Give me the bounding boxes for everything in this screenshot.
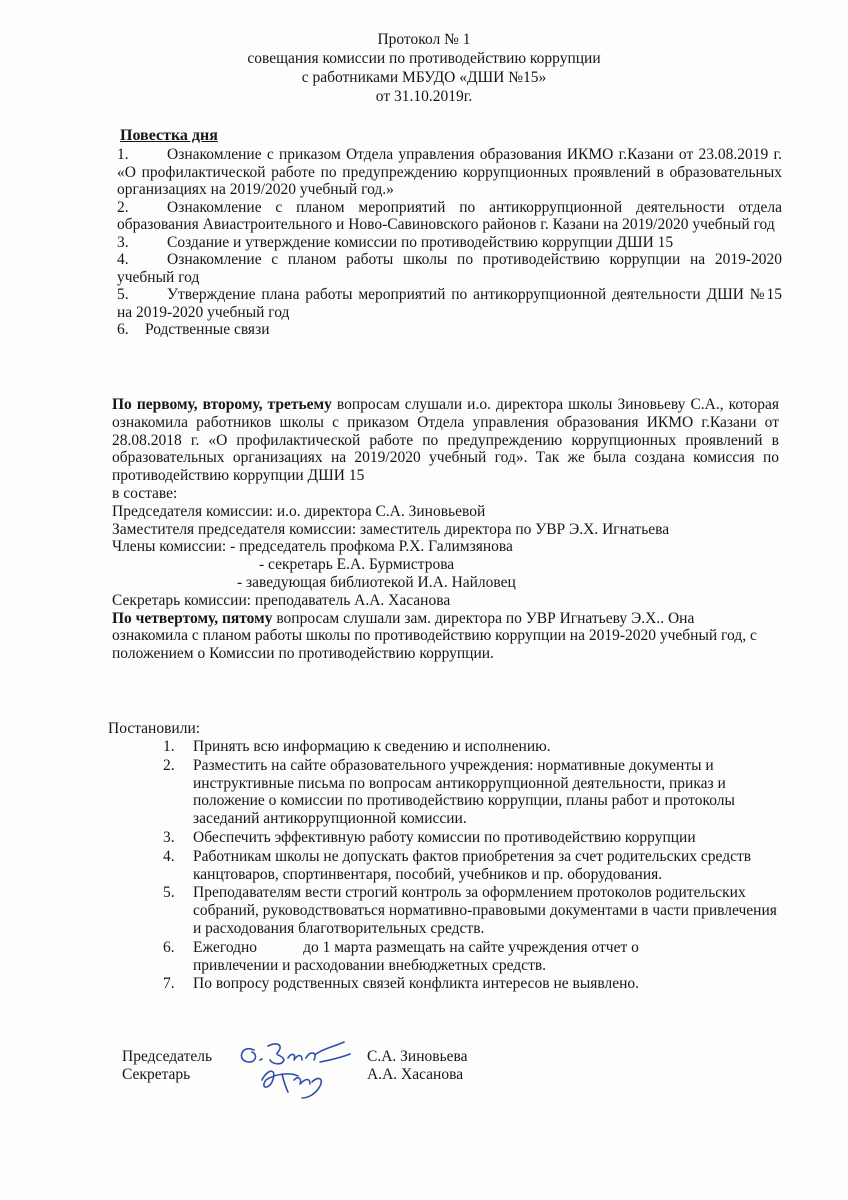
paragraph-fourth-questions: По четвертому, пятому вопросам слушали зам. директора по УВР Игнатьеву Э.Х.. Она ознакомила с планом работы школы по противодействию коррупции на 2019-2020 учебный год, с положением о Комиссии по противодействию коррупции.: [112, 609, 757, 663]
composition-label: в составе:: [112, 484, 178, 502]
meeting-subtitle: совещания комиссии по противодействию коррупции: [247, 50, 601, 67]
resolutions-list: [163, 738, 783, 994]
resolution-item: 5. Преподавателям вести строгий контроль за оформлением протоколов родительских собраний, руководствоваться нормативно-правовыми документами в части привлечения и расходования благотворительных средств.: [163, 884, 777, 937]
agenda-item: 2. Ознакомление с планом мероприятий по антикоррупционной деятельности отдела образования Авиастроительного и Ново-Савиновского районов г. Казани на 2019/2020 учебный год: [117, 198, 782, 233]
decided-label: Постановили:: [108, 720, 201, 737]
commission-secretary: Секретарь комиссии: преподаватель А.А. Хасанова: [112, 591, 451, 609]
protocol-date: от 31.10.2019г.: [375, 88, 473, 105]
chair-signature-stroke: [241, 1042, 350, 1064]
paragraph-first-questions: По первому, второму, третьему вопросам слушали и.о. директора школы Зиновьеву С.А., которая ознакомила работников школы с приказом Отдела управления образования ИКМО г.Казани от 28.08.2018 г. «О профилактической работе по предупреждению коррупционных проявлений в образовательных организациях на 2019/2020 учебный год». Так же была создана комиссия по противодействию коррупции ДШИ 15: [112, 396, 779, 485]
resolution-item: 2. Разместить на сайте образовательного учреждения: нормативные документы и инструктивные письма по вопросам антикоррупционной деятельности, приказ и положение о комиссии по противодействию коррупции, планы работ и протоколы заседаний антикоррупционной комиссии.: [163, 756, 735, 828]
agenda-item: 6. Родственные связи: [117, 321, 270, 338]
minutes-body: [112, 396, 779, 663]
agenda-item: 3. Создание и утверждение комиссии по противодействию коррупции ДШИ 15: [117, 233, 674, 251]
commission-members: Члены комиссии: - председатель профкома Р.Х. Галимзянова: [112, 538, 513, 556]
agenda-item: 4. Ознакомление с планом работы школы по противодействию коррупции на 2019-2020 учебный год: [117, 251, 782, 286]
signature-roles: [122, 1048, 212, 1084]
agenda-item: 5. Утверждение плана работы мероприятий по антикоррупционной деятельности ДШИ №15 на 2019-2020 учебный год: [117, 286, 782, 321]
resolution-item: 6. Ежегодно до 1 марта размещать на сайте учреждения отчет о привлечении и расходовании внебюджетных средств.: [163, 938, 639, 974]
resolution-item: 4. Работникам школы не допускать фактов приобретения за счет родительских средств канцтоваров, спортинвентаря, пособий, учебников и пр. оборудования.: [163, 847, 752, 883]
commission-member: - заведующая библиотекой И.А. Найловец: [237, 573, 516, 591]
document-header: [0, 30, 848, 106]
chair-role: Председатель: [122, 1048, 213, 1065]
commission-chair: Председателя комиссии: и.о. директора С.А. Зиновьевой: [112, 502, 486, 520]
secretary-name: А.А. Хасанова: [367, 1066, 464, 1083]
participants-line: с работниками МБУДО «ДШИ №15»: [301, 69, 547, 86]
signature-names: [367, 1048, 468, 1084]
chair-name: С.А. Зиновьева: [367, 1048, 468, 1065]
agenda-list: [117, 146, 782, 339]
resolution-item: 7. По вопросу родственных связей конфликта интересов не выявлено.: [163, 975, 640, 993]
commission-member: - секретарь Е.А. Бурмистрова: [259, 556, 455, 574]
agenda-title: Повестка дня: [120, 127, 218, 144]
agenda-item: 1. Ознакомление с приказом Отдела управления образования ИКМО г.Казани от 23.08.2019 г. «О профилактической работе по предупреждению коррупционных проявлений в образовательных организациях на 2019/2020 учебный год.»: [117, 146, 782, 198]
handwritten-signatures: [232, 1032, 362, 1102]
resolution-item: 1. Принять всю информацию к сведению и исполнению.: [163, 738, 551, 755]
secretary-signature-stroke: [262, 1071, 321, 1098]
commission-deputy: Заместителя председателя комиссии: заместитель директора по УВР Э.Х. Игнатьева: [112, 520, 670, 538]
protocol-title: Протокол № 1: [377, 31, 471, 48]
secretary-role: Секретарь: [122, 1066, 191, 1083]
resolution-item: 3. Обеспечить эффективную работу комиссии по противодействию коррупции: [163, 828, 696, 846]
